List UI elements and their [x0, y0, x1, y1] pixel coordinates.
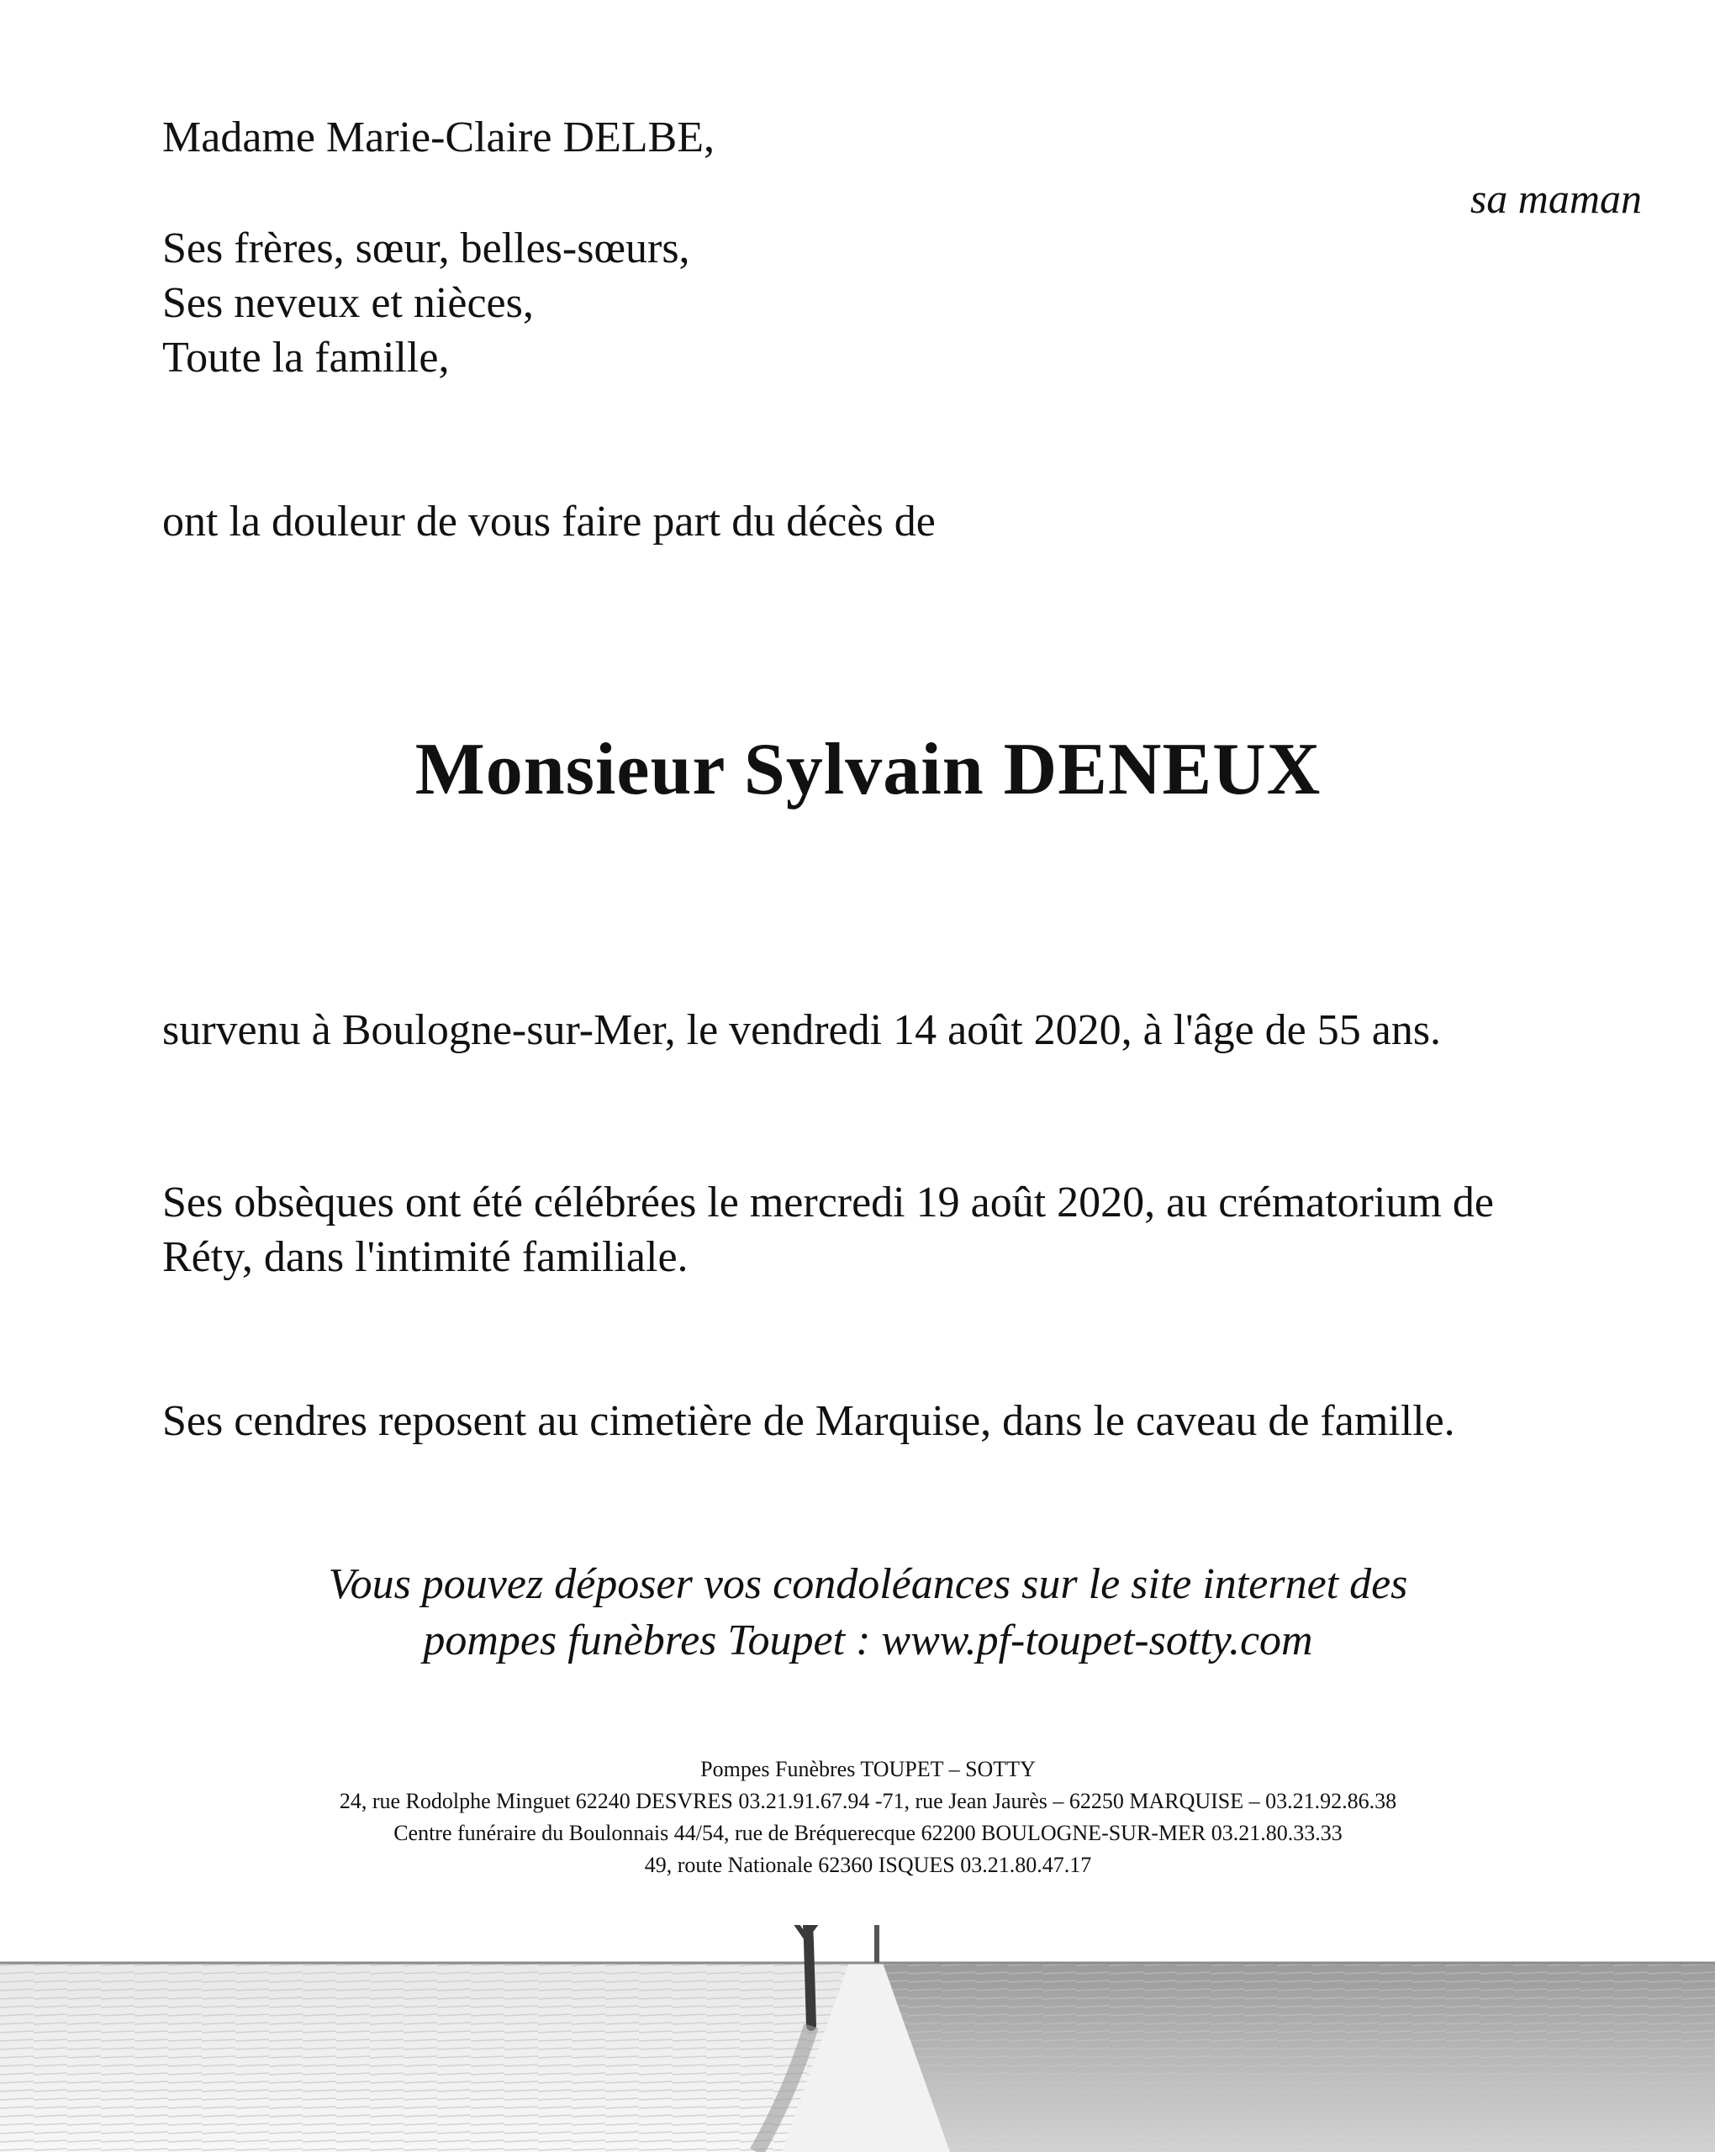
distant-figure [874, 1925, 879, 1963]
death-details: survenu à Boulogne-sur-Mer, le vendredi 14 août 2020, à l'âge de 55 ans. [162, 1006, 1442, 1054]
funeral-home-address-3: 49, route Nationale 62360 ISQUES 03.21.80.47.17 [644, 1853, 1092, 1877]
nephews-nieces-line: Ses neveux et nièces, [162, 279, 534, 327]
mother-role: sa maman [1470, 175, 1642, 222]
funeral-line-2: Réty, dans l'intimité familiale. [162, 1233, 689, 1281]
winter-tree-landscape-illustration [0, 1925, 1736, 2152]
condolences-line-2: pompes funèbres Toupet : www.pf-toupet-sotty.com [423, 1617, 1313, 1664]
siblings-line: Ses frères, sœur, belles-sœurs, [162, 224, 690, 272]
announcement-line: ont la douleur de vous faire part du décès de [162, 498, 936, 546]
ashes-line: Ses cendres reposent au cimetière de Marquise, dans le caveau de famille. [162, 1397, 1455, 1445]
funeral-home-address-2: Centre funéraire du Boulonnais 44/54, rue de Bréquerecque 62200 BOULOGNE-SUR-MER 03.21.80.33.33 [393, 1821, 1343, 1845]
deceased-name: Monsieur Sylvain DENEUX [414, 729, 1322, 810]
whole-family-line: Toute la famille, [162, 334, 450, 382]
funeral-line-1: Ses obsèques ont été célébrées le mercredi 19 août 2020, au crématorium de [162, 1179, 1494, 1226]
mother-name: Madame Marie-Claire DELBE, [162, 113, 715, 161]
funeral-home-address-1: 24, rue Rodolphe Minguet 62240 DESVRES 03.21.91.67.94 -71, rue Jean Jaurès – 62250 MARQUISE – 03.21.92.86.38 [339, 1789, 1397, 1813]
funeral-home-name: Pompes Funèbres TOUPET – SOTTY [700, 1757, 1036, 1781]
condolences-line-1: Vous pouvez déposer vos condoléances sur le site internet des [328, 1560, 1408, 1608]
